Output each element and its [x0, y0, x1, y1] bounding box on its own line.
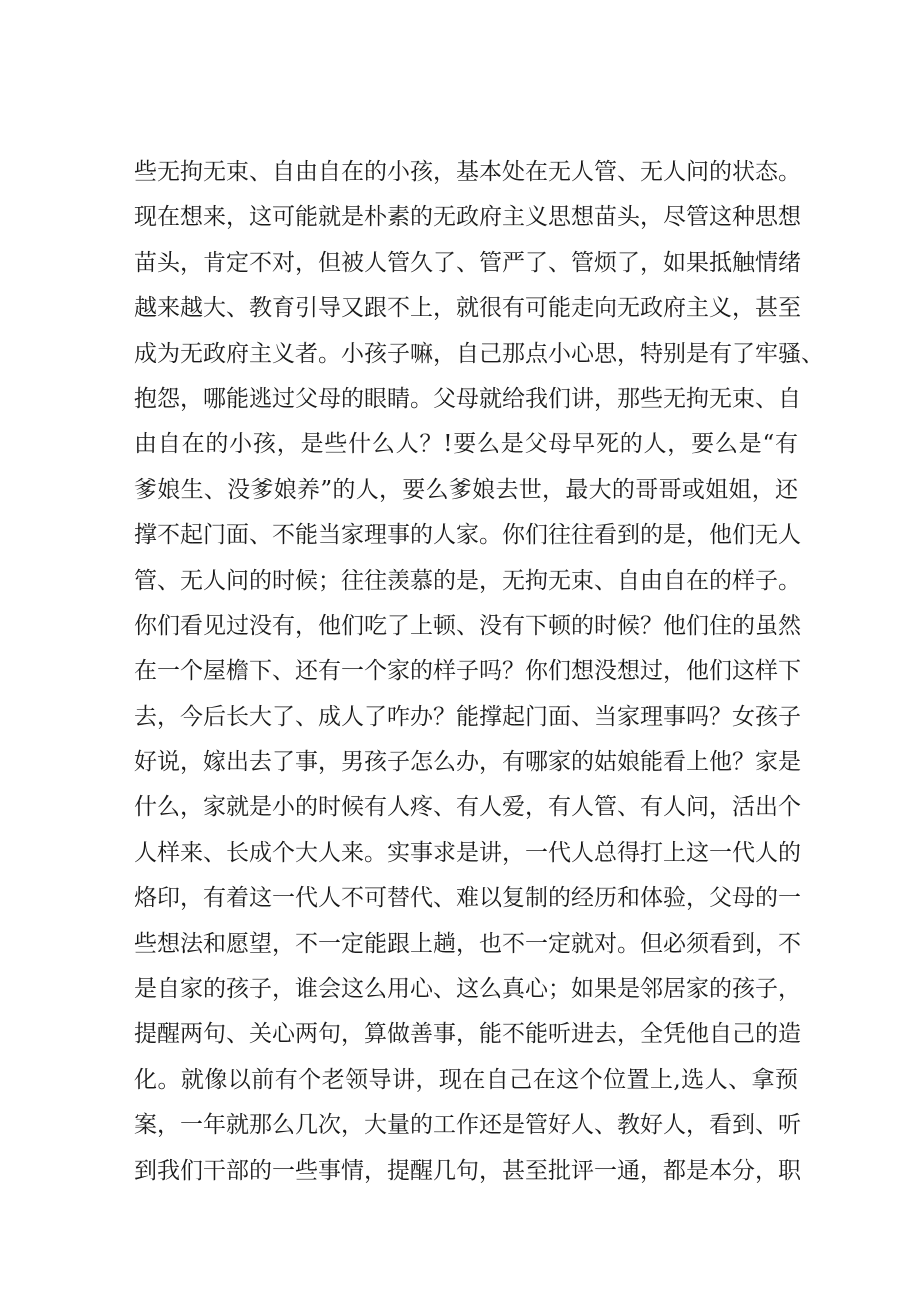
text-line: 些无拘无束、自由自在的小孩，基本处在无人管、无人问的状态。	[134, 159, 801, 185]
text-line: 撑不起门面、不能当家理事的人家。你们往往看到的是，他们无人	[134, 522, 801, 549]
text-line: 烙印，有着这一代人不可替代、难以复制的经历和体验，父母的一	[134, 885, 801, 912]
text-line: 苗头，肯定不对，但被人管久了、管严了、管烦了，如果抵触情绪	[134, 249, 801, 276]
text-line: 是自家的孩子，谁会这么用心、这么真心；如果是邻居家的孩子，	[134, 976, 801, 1003]
text-line: 提醒两句、关心两句，算做善事，能不能听进去，全凭他自己的造	[134, 1021, 801, 1048]
text-line: 在一个屋檐下、还有一个家的样子吗？你们想没想过，他们这样下	[134, 658, 801, 685]
text-line: 案，一年就那么几次，大量的工作还是管好人、教好人，看到、听	[134, 1112, 801, 1139]
text-line: 什么，家就是小的时候有人疼、有人爱，有人管、有人问，活出个	[134, 794, 801, 821]
text-line: 管、无人问的时候；往往羡慕的是，无拘无束、自由自在的样子。	[134, 567, 801, 594]
body-text	[134, 150, 824, 1194]
text-line: 到我们干部的一些事情，提醒几句，甚至批评一通，都是本分，职	[134, 1157, 801, 1184]
text-line: 你们看见过没有，他们吃了上顿、没有下顿的时候？他们住的虽然	[134, 612, 801, 639]
text-line: 去，今后长大了、成人了咋办？能撑起门面、当家理事吗？女孩子	[134, 703, 801, 730]
text-line: 由自在的小孩，是些什么人？!要么是父母早死的人，要么是“有	[134, 431, 798, 458]
text-line: 越来越大、教育引导又跟不上，就很有可能走向无政府主义，甚至	[134, 295, 801, 322]
text-line: 现在想来，这可能就是朴素的无政府主义思想苗头，尽管这种思想	[134, 204, 801, 231]
text-line: 爹娘生、没爹娘养”的人，要么爹娘去世，最大的哥哥或姐姐，还	[134, 476, 798, 503]
text-line: 人样来、长成个大人来。实事求是讲，一代人总得打上这一代人的	[134, 839, 801, 866]
text-line: 成为无政府主义者。小孩子嘛，自己那点小心思，特别是有了牢骚、	[134, 340, 824, 367]
text-line: 化。就像以前有个老领导讲，现在自己在这个位置上,选人、拿预	[134, 1066, 798, 1093]
text-line: 些想法和愿望，不一定能跟上趟，也不一定就对。但必须看到，不	[134, 930, 801, 957]
text-line: 好说，嫁出去了事，男孩子怎么办，有哪家的姑娘能看上他？家是	[134, 749, 801, 776]
text-line: 抱怨，哪能逃过父母的眼睛。父母就给我们讲，那些无拘无束、自	[134, 385, 801, 412]
